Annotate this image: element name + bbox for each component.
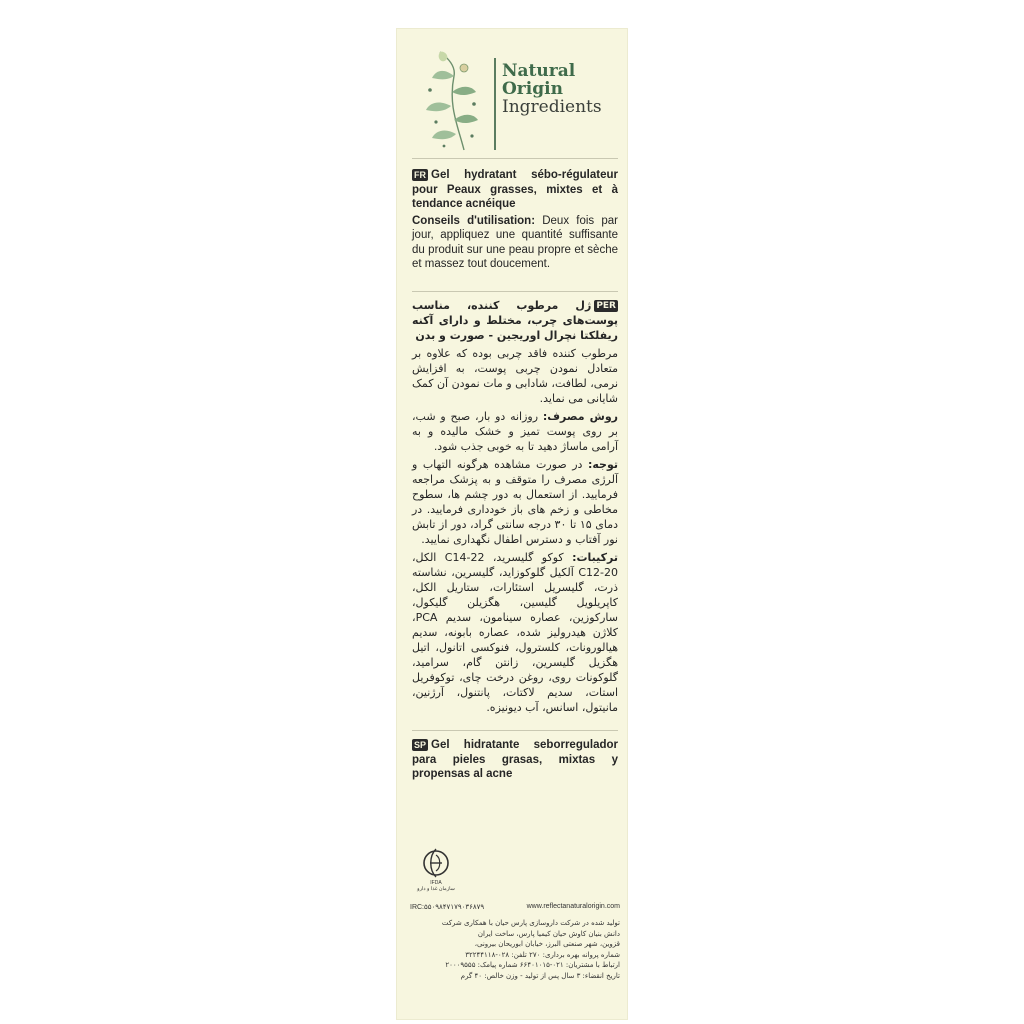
french-title: FR Gel hydratant sébo-régulateur pour Peaux grasses, mixtes et à tendance acnéique [412, 169, 618, 210]
persian-intro: مرطوب کننده فاقد چربی بوده که علاوه بر متعادل نمودن چربی پوست، به افزایش نرمی، لطافت، شادابی و مات نمودن آن کمک شایانی می نماید. [412, 347, 618, 405]
persian-caution-text: در صورت مشاهده هرگونه التهاب و آلرژی مصرف را متوقف و به پزشک مراجعه فرمایید. از استعمال به دور چشم ها، سطوح مخاطی و زخم های باز خودداری فرمایید. در دمای ۱۵ تا ۳۰ درجه سانتی گراد، دور از تابش نور آفتاب و دسترس اطفال نگهداری نمایید. [412, 458, 619, 546]
brand-line-2: Origin [502, 79, 563, 99]
ifda-label: IFDA [430, 880, 442, 886]
persian-ingredients-label: ترکیبات: [572, 551, 618, 564]
product-box-panel [396, 28, 628, 1020]
section-french [412, 168, 618, 272]
spanish-title: Gel hidratante seborregulador para pieles grasas, mixtas y propensas al acne [412, 739, 618, 780]
footer-line: شماره پروانه بهره برداری: ۲۷۰ تلفن: ۰۲۸-۳۲۲۴۴۱۱۸ [465, 950, 620, 959]
manufacturer-info [410, 918, 620, 981]
irc-code: IRC:۵۵۰۹۸۴۷۱۷۹۰۳۶۸۷۹ [410, 904, 485, 911]
brand-line-1: Natural [502, 61, 576, 81]
section-spanish [412, 738, 618, 782]
footer-line: تاریخ انقضاء: ۳ سال پس از تولید - وزن خالص: ۴۰ گرم [460, 971, 620, 980]
persian-usage-text: روزانه دو بار، صبح و شب، بر روی پوست تمیز و خشک مالیده و به آرامی ماساژ دهید تا به خوبی جذب شود. [412, 410, 618, 453]
footer-line: دانش بنیان کاوش حیان کیمیا پارس، ساخت ایران [477, 929, 620, 938]
id-row [410, 903, 620, 911]
lang-badge-fr: FR [414, 169, 426, 180]
persian-ingredients [412, 550, 618, 715]
footer-line: ارتباط با مشتریان: ۰۲۱-۶۶۴۰۱۰۱۵ شماره پیامک: ۲۰۰۰۹۵۵۵ [445, 961, 620, 969]
section-divider [412, 730, 618, 731]
website: www.reflectanaturalorigin.com [526, 903, 620, 910]
logo-divider [494, 58, 496, 150]
brand-wordmark [502, 62, 627, 117]
persian-usage-label: روش مصرف: [542, 410, 618, 423]
persian-usage [412, 409, 618, 454]
french-usage [412, 214, 618, 272]
section-divider [412, 158, 618, 159]
persian-caution [412, 457, 618, 547]
persian-caution-label: توجه: [587, 458, 619, 471]
section-divider [412, 291, 618, 292]
footer-line: قزوین، شهر صنعتی البرز، خیابان ابوریحان بیرونی، [474, 940, 620, 948]
lang-badge-per: PER [596, 301, 616, 311]
section-persian [412, 298, 618, 718]
persian-ingredients-text: کوکو گلیسرید، C14-22 الکل، C12-20 آلکیل گلوکوزاید، گلیسرین، نشاسته ذرت، گلیسریل استئارات، ستاریل الکل، کاپریلویل گلیسین، هگزیلن گلیکول، سارکوزین، عصاره سینامون، سدیم PCA، کلاژن هیدرولیز شده، عصاره بابونه، سدیم هیالورونات، کلسترول، فنوکسی اتانول، اتیل هگزیل گلیسرین، زانتن گام، سرامید، گلوکونات روی، روغن درخت چای، توکوفریل استات، سدیم لاکتات، پانتنول، آرژنین، مانیتول، اسانس، آب دیونیزه. [412, 551, 618, 714]
french-usage-text: Deux fois par jour, appliquez une quantité suffisante du produit sur une peau propre et sèche et massez tout doucement. [412, 214, 618, 270]
lang-badge-sp: SP [414, 739, 427, 750]
persian-title: PERژل مرطوب کننده، مناسب پوست‌های چرب، مختلط و دارای آکنه ریفلکتا نچرال اوریجین - صورت و بدن [412, 299, 618, 342]
french-usage-label: Conseils d'utilisation: [412, 214, 536, 227]
ifda-emblem-icon [416, 846, 456, 894]
ifda-sub: سازمان غذا و دارو [417, 886, 455, 892]
leaf-sprig-icon [418, 46, 486, 156]
brand-line-3: Ingredients [502, 97, 602, 117]
footer-line: تولید شده در شرکت داروسازی پارس حیان با همکاری شرکت [441, 919, 620, 927]
